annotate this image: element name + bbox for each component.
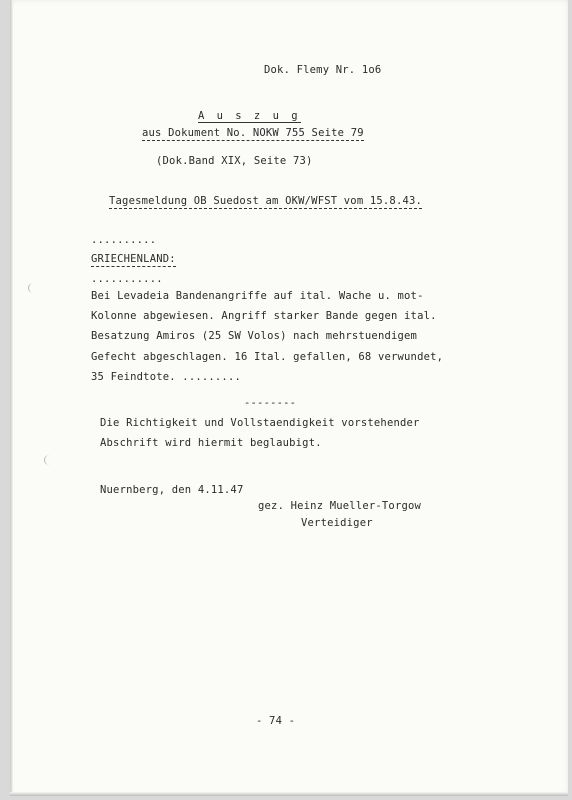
punch-mark-top [28,283,39,293]
report-line: Kolonne abgewiesen. Angriff starker Bande gegen ital. [91,310,437,322]
document-title: A u s z u g [198,110,301,122]
report-line: 35 Feindtote. ......... [91,371,241,383]
signature-role: Verteidiger [301,517,373,529]
ellipsis-section: ........... [91,273,163,285]
document-reference: Dok. Flemy Nr. 1o6 [264,64,382,76]
scan-edge-bottom [10,792,568,796]
report-line: Gefecht abgeschlagen. 16 Ital. gefallen, 68 verwundet, [91,351,444,363]
signature-name: gez. Heinz Mueller-Torgow [258,500,422,512]
band-reference: (Dok.Band XIX, Seite 73) [156,155,313,167]
ellipsis-top: .......... [91,234,157,246]
report-title: Tagesmeldung OB Suedost am OKW/WFST vom 15.8.43. [109,195,423,207]
scan-edge-left [10,0,13,796]
report-line: Bei Levadeia Bandenangriffe auf ital. Wache u. mot- [91,290,424,302]
separator-dashes: -------- [244,397,297,409]
report-line: Besatzung Amiros (25 SW Volos) nach mehrstuendigem [91,330,418,342]
source-reference: aus Dokument No. NOKW 755 Seite 79 [142,127,364,139]
certification-line: Abschrift wird hiermit beglaubigt. [100,437,322,449]
page-number: - 74 - [256,715,296,727]
document-page [10,0,568,796]
certification-line: Die Richtigkeit und Vollstaendigkeit vorstehender [100,417,420,429]
place-date: Nuernberg, den 4.11.47 [100,484,244,496]
section-heading: GRIECHENLAND: [91,253,176,265]
punch-mark-bottom [44,455,55,465]
